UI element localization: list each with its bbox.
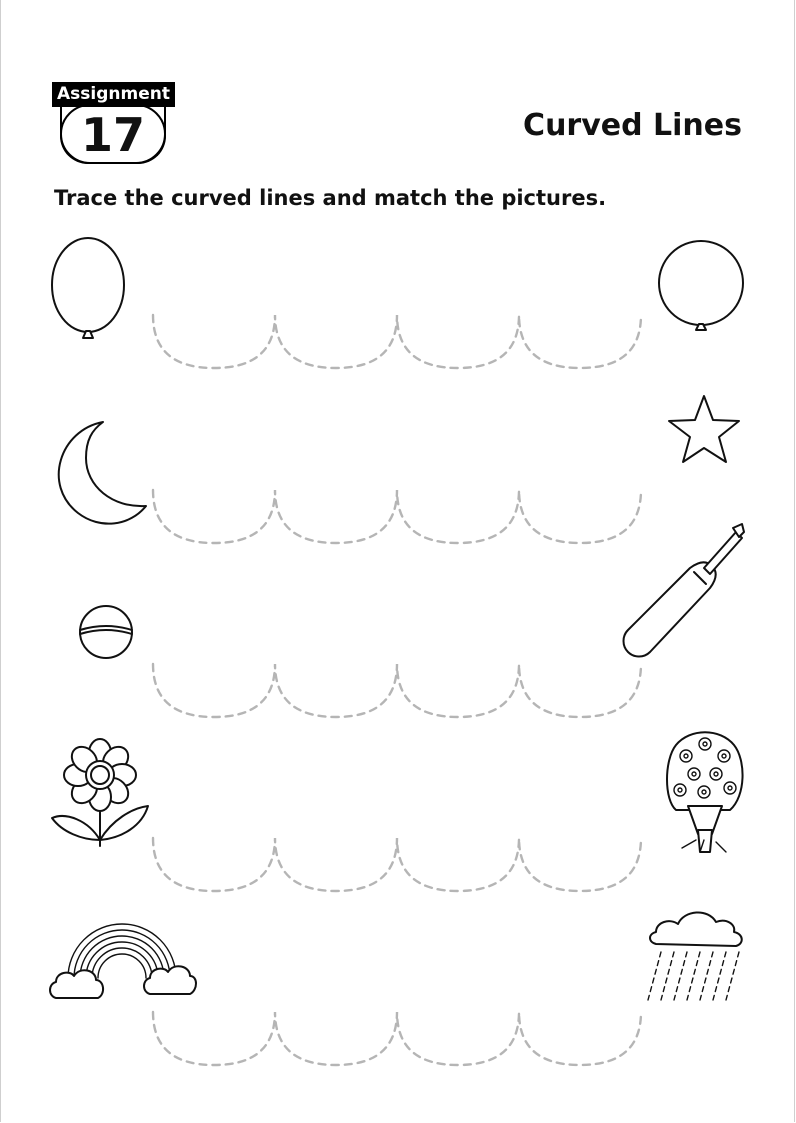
star-icon (669, 396, 739, 462)
page-title: Curved Lines (523, 108, 742, 143)
flower-bouquet-icon (667, 732, 743, 852)
round-balloon-icon (659, 241, 743, 330)
assignment-badge-label: Assignment (52, 82, 175, 107)
assignment-number: 17 (80, 108, 145, 162)
rain-cloud-icon (648, 912, 742, 1000)
tracing-curve-row-4[interactable] (153, 838, 641, 891)
tracing-curves (153, 315, 641, 1065)
tracing-curve-row-3[interactable] (153, 664, 641, 717)
tracing-curve-row-1[interactable] (153, 315, 641, 368)
instruction-text: Trace the curved lines and match the pictures. (54, 186, 607, 210)
ball-icon (80, 606, 132, 658)
tracing-curve-row-5[interactable] (153, 1012, 641, 1065)
rainbow-icon (50, 924, 196, 998)
oval-balloon-icon (52, 238, 124, 338)
cricket-bat-icon (624, 524, 745, 657)
tracing-curve-row-2[interactable] (153, 490, 641, 543)
crescent-moon-icon (59, 422, 146, 524)
flower-icon (52, 739, 148, 846)
